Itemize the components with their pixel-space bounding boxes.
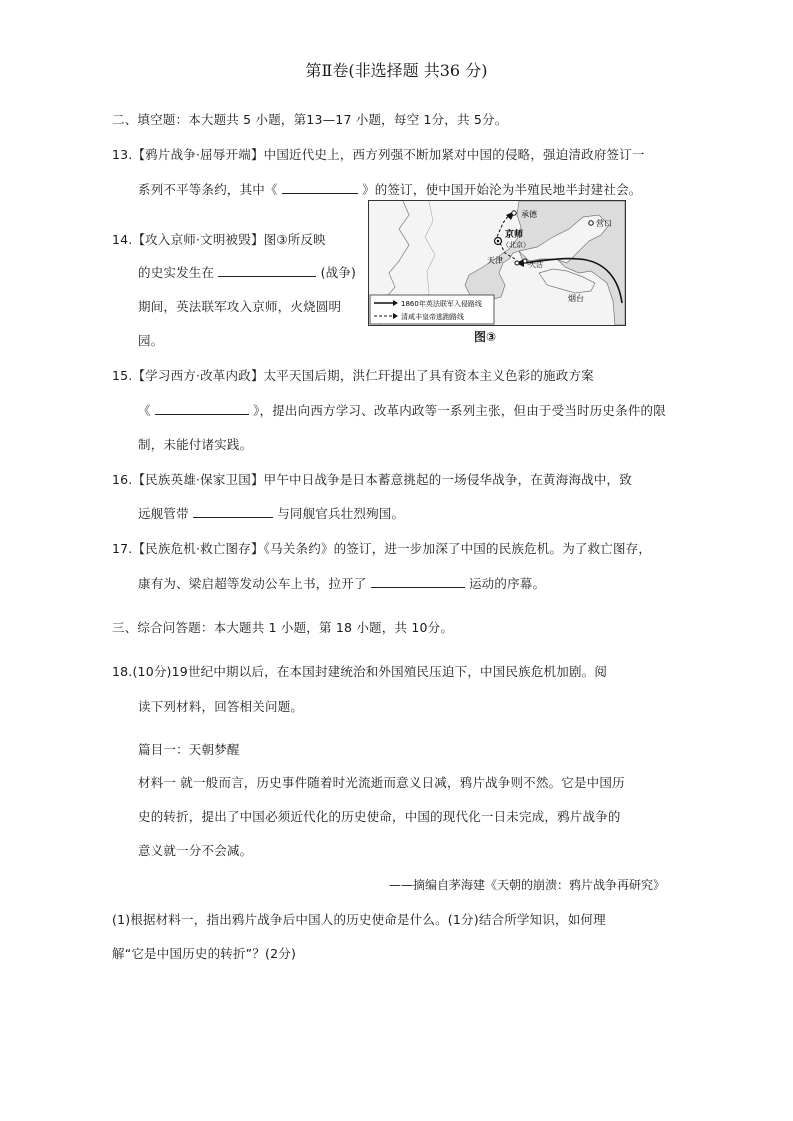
map-caption: 图③ bbox=[474, 330, 497, 344]
label-chengde: 承德 bbox=[521, 210, 537, 219]
historical-map bbox=[368, 200, 626, 326]
q15-line3: 制，未能付诸实践。 bbox=[138, 437, 253, 452]
q18-line1: 18.(10分)19世纪中期以后，在本国封建统治和外国殖民压迫下，中国民族危机加剧。阅 bbox=[112, 664, 608, 679]
section2-heading: 二、填空题：本大题共 5 小题，第13—17 小题，每空 1分，共 5分。 bbox=[112, 112, 508, 127]
q18-material-line1: 材料一 就一般而言，历史事件随着时光流逝而意义日减，鸦片战争则不然。它是中国历 bbox=[138, 775, 625, 790]
q17-line1: 17.【民族危机·救亡图存】《马关条约》的签订，进一步加深了中国的民族危机。为了救亡图存， bbox=[112, 541, 652, 556]
label-jingshi: 京师 bbox=[505, 230, 524, 240]
label-beijing: （北京） bbox=[502, 241, 530, 249]
q14-text-a: 的史实发生在 bbox=[138, 265, 215, 280]
q15-text-b: 》，提出向西方学习、改革内政等一系列主张，但由于受当时历史条件的限 bbox=[253, 403, 666, 418]
q14-blank[interactable] bbox=[218, 264, 316, 277]
q16-line2 bbox=[138, 504, 404, 522]
label-yingkou: 营口 bbox=[596, 219, 612, 228]
q13-blank[interactable] bbox=[282, 181, 358, 194]
q18-sub1-line1: (1)根据材料一，指出鸦片战争后中国人的历史使命是什么。(1分)结合所学知识，如何理 bbox=[112, 912, 606, 927]
label-dagu: 大沽 bbox=[529, 261, 543, 269]
q18-material-line2: 史的转折，提出了中国必须近代化的历史使命，中国的现代化一日未完成，鸦片战争的 bbox=[138, 809, 621, 824]
q13-line1: 13.【鸦片战争·屈辱开端】中国近代史上，西方列强不断加紧对中国的侵略，强迫清政府签订一 bbox=[112, 147, 645, 162]
tianjin-marker bbox=[515, 261, 519, 265]
q17-text-b: 运动的序幕。 bbox=[468, 576, 546, 591]
yingkou-marker bbox=[589, 221, 593, 225]
q15-line2 bbox=[138, 401, 666, 419]
q13-line2 bbox=[138, 180, 641, 198]
q18-sub1-line2: 解“它是中国历史的转折”？(2分) bbox=[112, 946, 297, 961]
q14-text-b: (战争) bbox=[320, 265, 357, 280]
q18-material-line3: 意义就一分不会减。 bbox=[138, 843, 253, 858]
q17-line2 bbox=[138, 574, 545, 592]
page-title: 第Ⅱ卷(非选择题 共36 分) bbox=[305, 61, 488, 80]
q17-blank[interactable] bbox=[371, 575, 465, 588]
q16-blank[interactable] bbox=[193, 505, 273, 518]
legend-invasion: 1860年英法联军入侵路线 bbox=[401, 300, 482, 308]
q14-line1: 14.【攻入京师·文明被毁】图③所反映 bbox=[112, 232, 326, 247]
shandong-land bbox=[539, 269, 595, 293]
q14-line2 bbox=[138, 263, 356, 281]
q14-line4: 园。 bbox=[138, 333, 164, 348]
q15-text-a: 《 bbox=[138, 403, 151, 418]
q15-line1: 15.【学习西方·改革内政】太平天国后期，洪仁玕提出了具有资本主义色彩的施政方案 bbox=[112, 368, 594, 383]
q16-text-a: 远舰管带 bbox=[138, 506, 189, 521]
q18-source: ——摘编自茅海建《天朝的崩溃：鸦片战争再研究》 bbox=[388, 878, 665, 892]
map-graphic bbox=[369, 201, 625, 325]
chengde-marker bbox=[512, 211, 516, 215]
label-tianjin: 天津 bbox=[487, 256, 503, 265]
q14-line3: 期间，英法联军攻入京师，火烧圆明 bbox=[138, 299, 342, 314]
jingshi-dot bbox=[497, 240, 500, 243]
q15-blank[interactable] bbox=[155, 402, 249, 415]
q13-text-b: 》的签订，使中国开始沦为半殖民地半封建社会。 bbox=[362, 182, 642, 197]
q17-text-a: 康有为、梁启超等发动公车上书，拉开了 bbox=[138, 576, 367, 591]
dagu-marker bbox=[523, 259, 527, 263]
q16-line1: 16.【民族英雄·保家卫国】甲午中日战争是日本蓄意挑起的一场侵华战争，在黄海海战中，致 bbox=[112, 472, 632, 487]
label-yantai: 烟台 bbox=[568, 294, 584, 303]
q16-text-b: 与同舰官兵壮烈殉国。 bbox=[277, 506, 405, 521]
q13-text-a: 系列不平等条约，其中《 bbox=[138, 182, 278, 197]
q18-line2: 读下列材料，回答相关问题。 bbox=[138, 699, 304, 714]
legend-escape: 清咸丰皇帝逃跑路线 bbox=[401, 313, 464, 321]
q18-part-title: 篇目一：天朝梦醒 bbox=[138, 742, 240, 757]
section3-heading: 三、综合问答题：本大题共 1 小题，第 18 小题，共 10分。 bbox=[112, 620, 454, 635]
